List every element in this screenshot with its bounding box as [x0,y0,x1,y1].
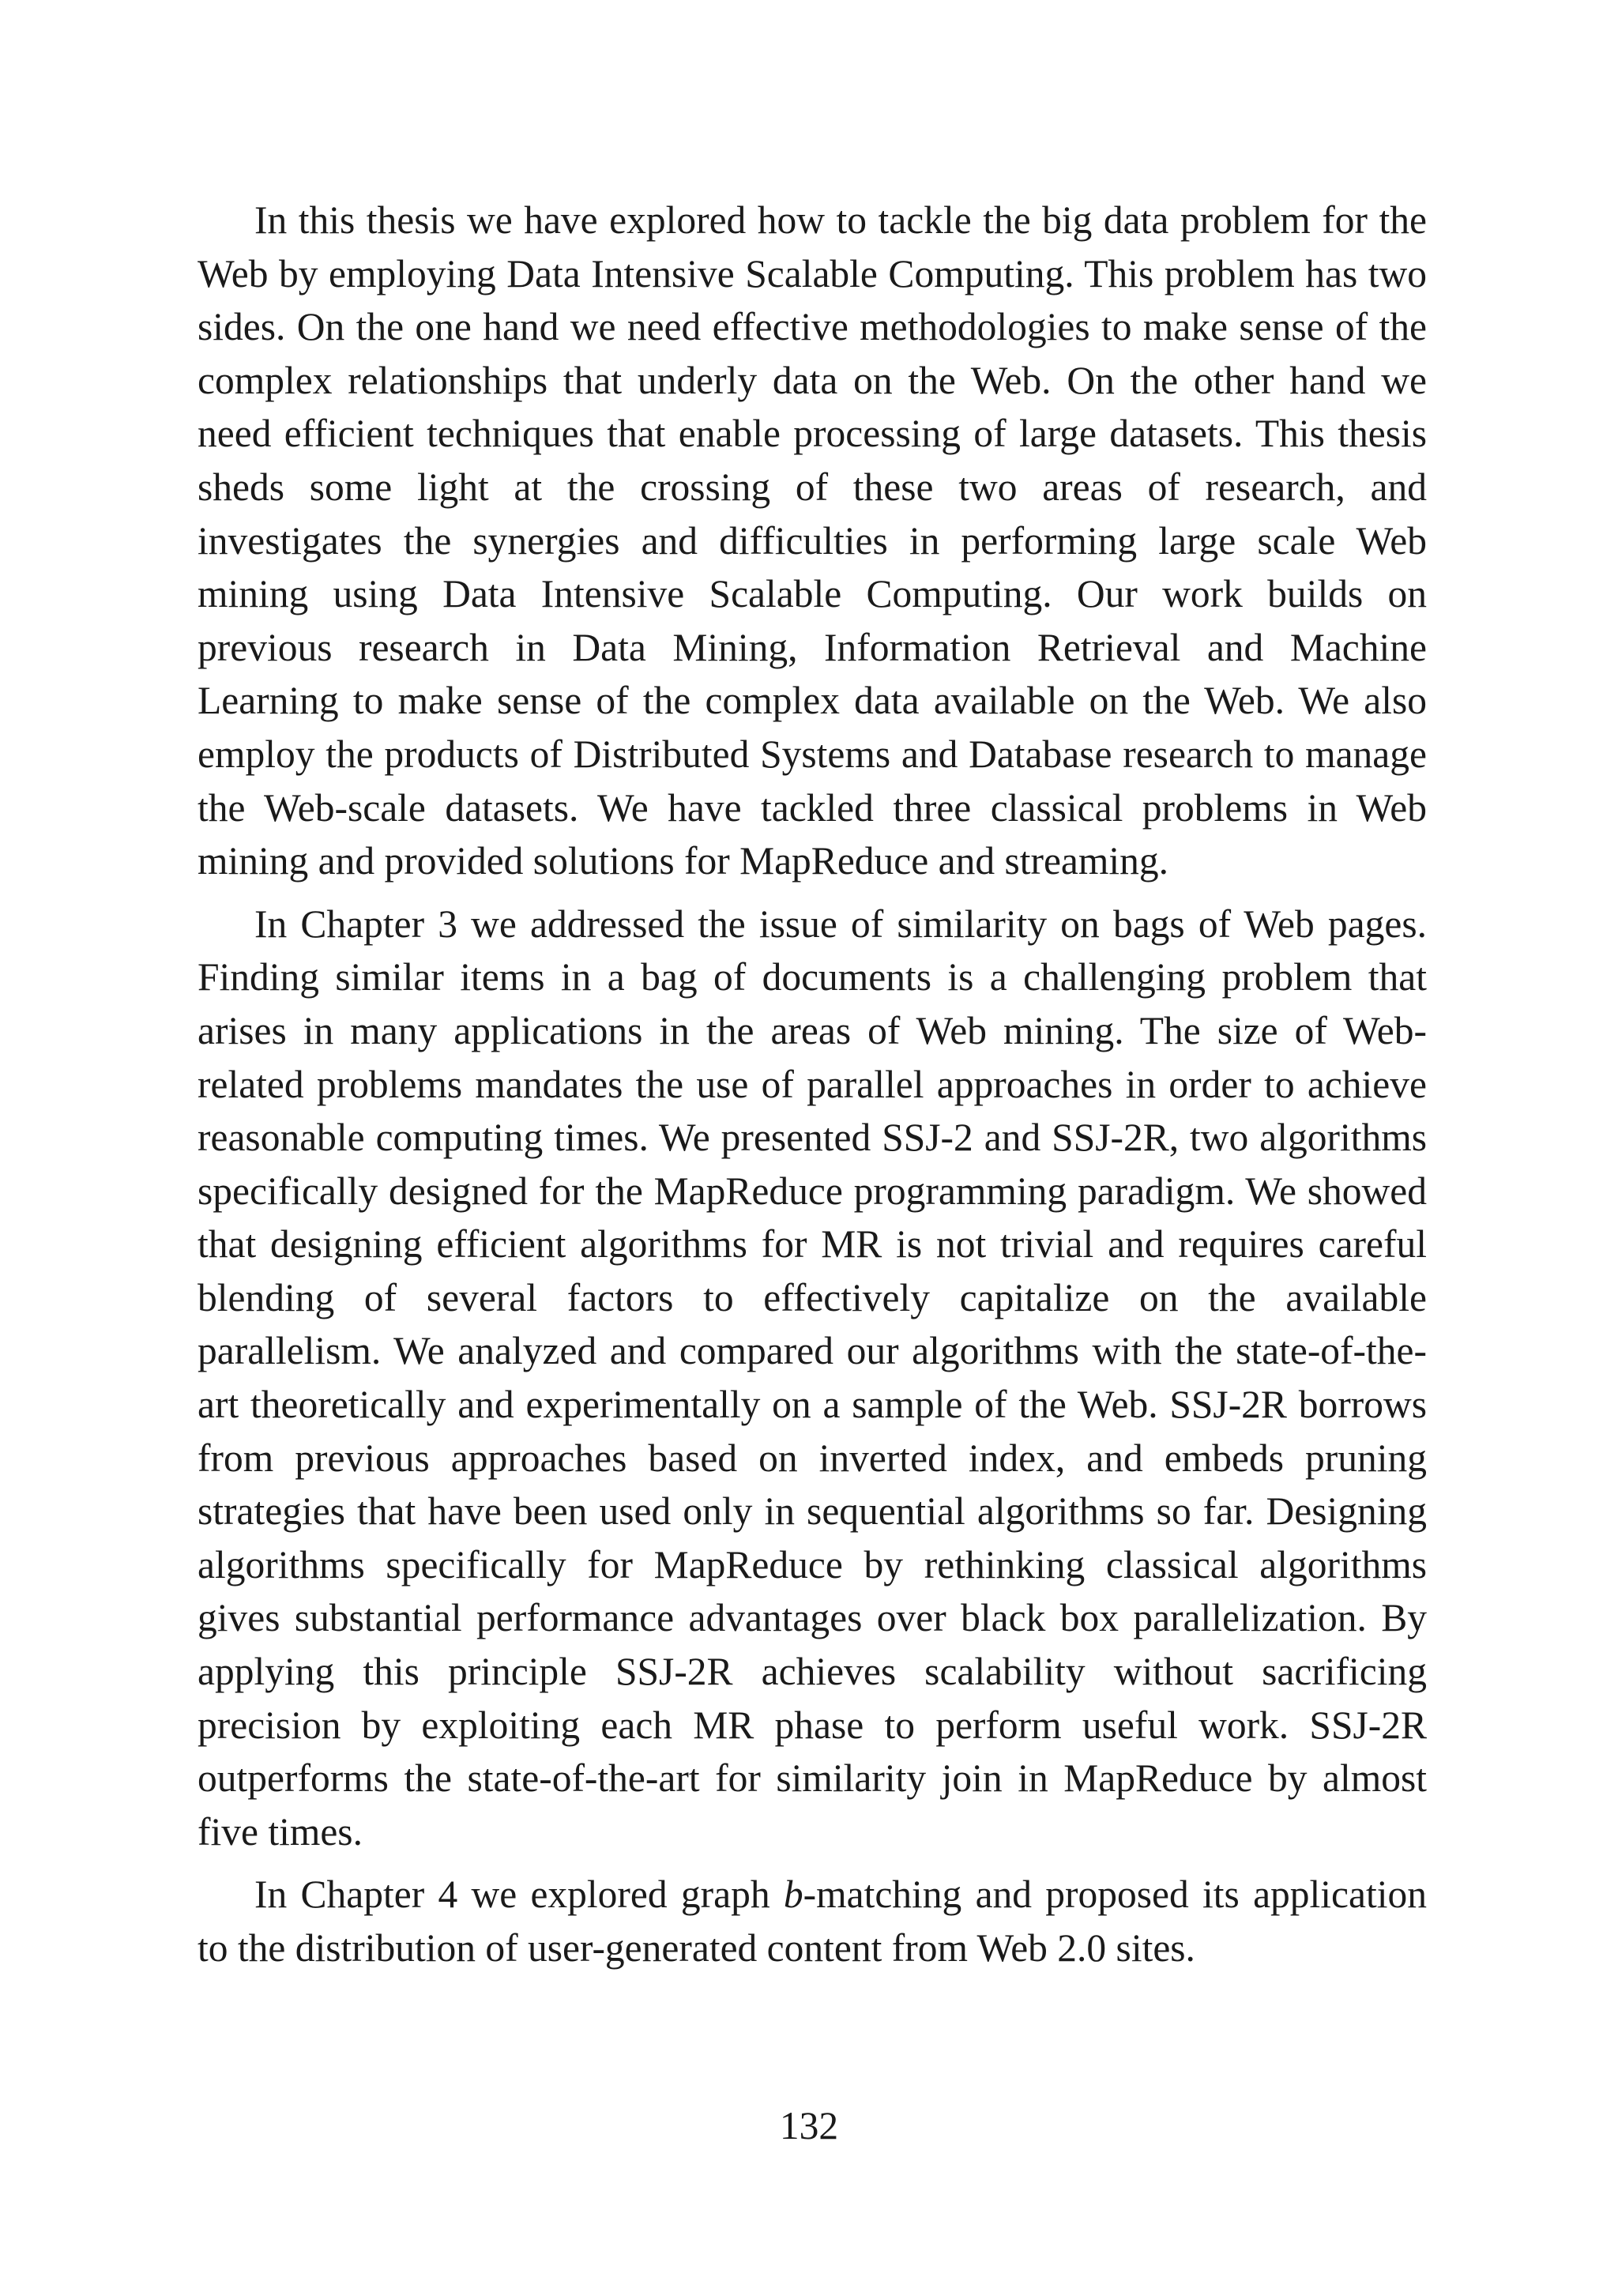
paragraph-chapter-3-summary: In Chapter 3 we addressed the issue of similarity on bags of Web pages. Finding similar items in a bag of documents is a challenging problem that arises in many applications in the areas of Web mining. The size of Web-related problems mandates the use of parallel approaches in order to achieve reasonable computing times. We presented SSJ-2 and SSJ-2R, two algorithms specifically designed for the MapReduce programming paradigm. We showed that designing efficient algorithms for MR is not trivial and requires careful blending of several factors to effectively capitalize on the available parallelism. We analyzed and compared our algorithms with the state-of-the-art theoretically and experimentally on a sample of the Web. SSJ-2R borrows from previous approaches based on inverted index, and embeds pruning strategies that have been used only in sequential algorithms so far. Designing algorithms specifically for MapReduce by rethinking classical algorithms gives substantial performance advantages over black box parallelization. By applying this principle SSJ-2R achieves scalability without sacrificing precision by exploiting each MR phase to perform useful work. SSJ-2R outperforms the state-of-the-art for similarity join in MapReduce by almost five times. [198,901,1427,1854]
paragraph-chapter-4-summary [198,1868,1427,1974]
paragraph-chapter-4-rest: -matching and proposed its application to the distribution of user-generated content from Web 2.0 sites. [198,1873,1427,1970]
page-number: 132 [779,2104,839,2147]
body-text [198,194,1427,1985]
paragraph-chapter-4-lead: In Chapter 4 we explored graph [254,1873,784,1917]
italic-b-variable: b [783,1873,803,1917]
paragraph-thesis-overview: In this thesis we have explored how to tackle the big data problem for the Web by employing Data Intensive Scalable Computing. This problem has two sides. On the one hand we need effective methodologies to make sense of the complex relationships that underly data on the Web. On the other hand we need efficient techniques that enable processing of large datasets. This thesis sheds some light at the crossing of these two areas of research, and investigates the synergies and difficulties in performing large scale Web mining using Data Intensive Scalable Computing. Our work builds on previous research in Data Mining, Information Retrieval and Machine Learning to make sense of the complex data available on the Web. We also employ the products of Distributed Systems and Database research to manage the Web-scale datasets. We have tackled three classical problems in Web mining and provided solutions for MapReduce and streaming. [198,198,1427,883]
